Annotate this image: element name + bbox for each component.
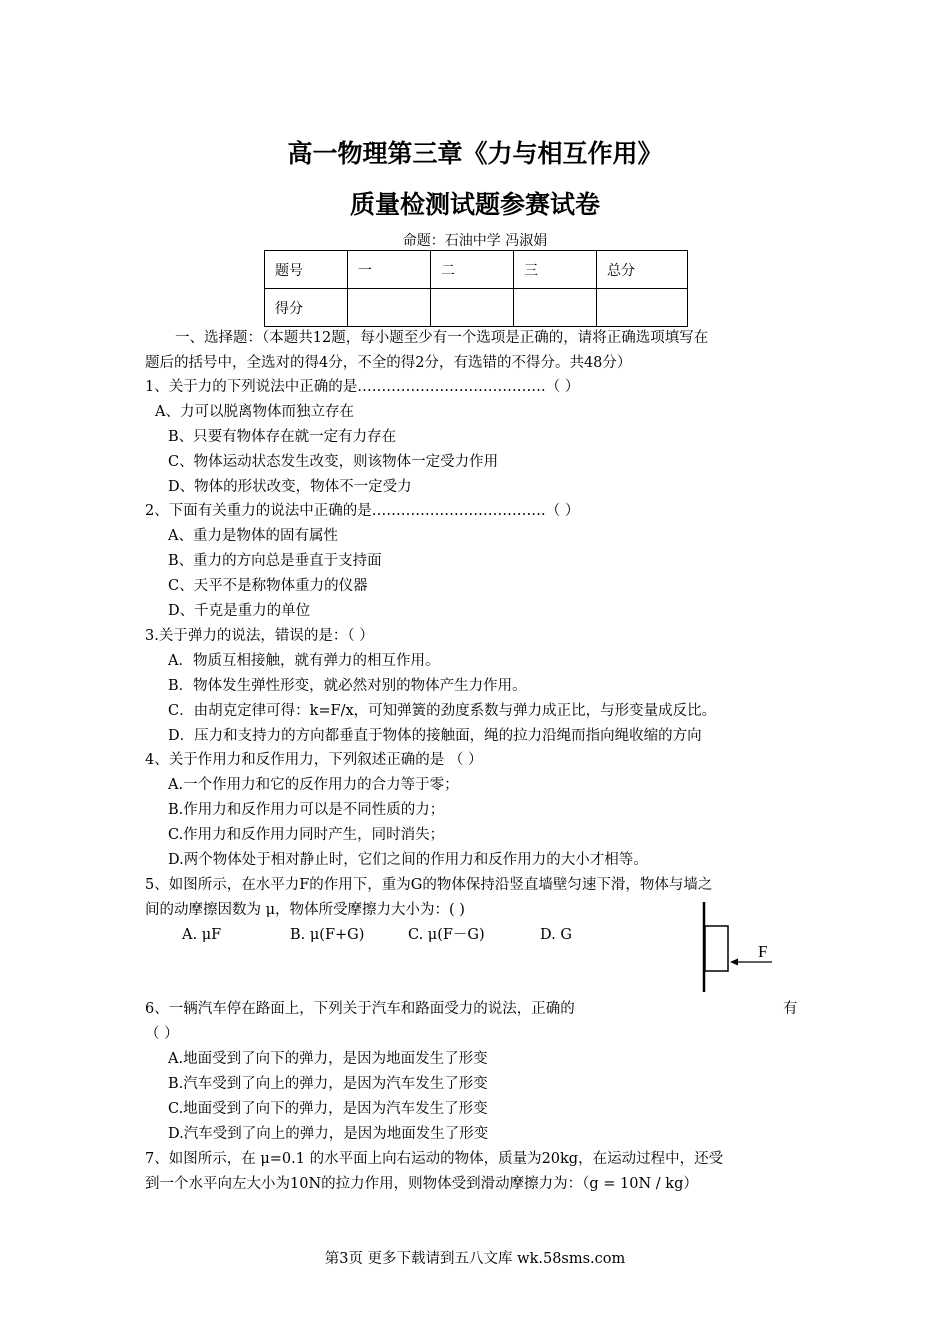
option: D、物体的形状改变，物体不一定受力 (168, 479, 412, 495)
option: A、力可以脱离物体而独立存在 (155, 404, 354, 420)
option: C、天平不是称物体重力的仪器 (168, 578, 368, 594)
option: B.作用力和反作用力可以是不同性质的力； (168, 802, 445, 818)
score-cell: 二 (431, 251, 514, 289)
question-stem: 4、关于作用力和反作用力，下列叙述正确的是 （ ） (145, 752, 483, 768)
question-stem: 间的动摩擦因数为 μ，物体所受摩擦力大小为：( ) (145, 902, 465, 918)
option: C. μ(F－G) (408, 927, 485, 943)
option: D、千克是重力的单位 (168, 603, 311, 619)
score-input-cell (514, 289, 597, 327)
score-input-cell (597, 289, 688, 327)
option: D. G (540, 927, 572, 943)
option: B、重力的方向总是垂直于支持面 (168, 553, 382, 569)
question-stem: 1、关于力的下列说法中正确的是…………………………………（ ） (145, 379, 580, 395)
option: B、只要有物体存在就一定有力存在 (168, 429, 397, 445)
option: A.一个作用力和它的反作用力的合力等于零； (168, 777, 459, 793)
score-table-score-row (265, 289, 688, 327)
option: D.汽车受到了向上的弹力，是因为地面发生了形变 (168, 1126, 489, 1142)
question-stem-tail: 有 (783, 1001, 798, 1017)
author-line: 命题：石油中学 冯淑娟 (402, 233, 548, 249)
arrow-head (730, 959, 738, 966)
score-input-cell (348, 289, 431, 327)
question-stem: 7、如图所示，在 μ=0.1 的水平面上向右运动的物体，质量为20kg，在运动过程中，还受 (145, 1151, 724, 1167)
option: C、物体运动状态发生改变，则该物体一定受力作用 (168, 454, 499, 470)
option: A. μF (182, 927, 222, 943)
option: C.作用力和反作用力同时产生，同时消失； (168, 827, 445, 843)
option: C.地面受到了向下的弹力，是因为汽车发生了形变 (168, 1101, 488, 1117)
question-stem: 到一个水平向左大小为10N的拉力作用，则物体受到滑动摩擦力为：（g = 10N / kg） (145, 1176, 698, 1192)
score-table-header-row (265, 251, 688, 289)
score-cell: 一 (348, 251, 431, 289)
question-stem: 6、一辆汽车停在路面上，下列关于汽车和路面受力的说法，正确的 (145, 1001, 575, 1017)
score-cell: 题号 (265, 251, 348, 289)
question-stem: 3.关于弹力的说法，错误的是：（ ） (145, 628, 374, 644)
option: B．物体发生弹性形变，就必然对别的物体产生力作用。 (168, 678, 527, 694)
page-title: 高一物理第三章《力与相互作用》 (287, 139, 663, 168)
force-label: F (758, 942, 768, 961)
option: B.汽车受到了向上的弹力，是因为汽车发生了形变 (168, 1076, 488, 1092)
score-input-cell (431, 289, 514, 327)
page-footer: 第3页 更多下载请到五八文库 wk.58sms.com (324, 1251, 626, 1267)
score-table (264, 250, 688, 327)
score-cell: 总分 (597, 251, 688, 289)
question-stem: 2、下面有关重力的说法中正确的是………………………………（ ） (145, 503, 580, 519)
score-cell: 三 (514, 251, 597, 289)
option: C．由胡克定律可得：k=F/x，可知弹簧的劲度系数与弹力成正比，与形变量成反比。 (168, 703, 717, 719)
option: B. μ(F+G) (290, 927, 365, 943)
option: A.地面受到了向下的弹力，是因为地面发生了形变 (168, 1051, 488, 1067)
question-stem: 5、如图所示，在水平力F的作用下，重为G的物体保持沿竖直墙壁匀速下滑，物体与墙之 (145, 877, 713, 893)
score-cell: 得分 (265, 289, 348, 327)
option: D．压力和支持力的方向都垂直于物体的接触面，绳的拉力沿绳而指向绳收缩的方向 (168, 728, 702, 744)
section-intro: 题后的括号中，全选对的得4分，不全的得2分，有选错的不得分。共48分） (145, 355, 632, 371)
wall-block-figure (700, 900, 790, 995)
option: A、重力是物体的固有属性 (168, 528, 338, 544)
page-subtitle: 质量检测试题参赛试卷 (349, 190, 600, 219)
section-intro: 一、选择题：（本题共12题，每小题至少有一个选项是正确的，请将正确选项填写在 (175, 330, 709, 346)
option: A．物质互相接触，就有弹力的相互作用。 (168, 653, 440, 669)
block (705, 926, 728, 971)
answer-bracket: （ ） (145, 1026, 179, 1042)
option: D.两个物体处于相对静止时，它们之间的作用力和反作用力的大小才相等。 (168, 852, 648, 868)
